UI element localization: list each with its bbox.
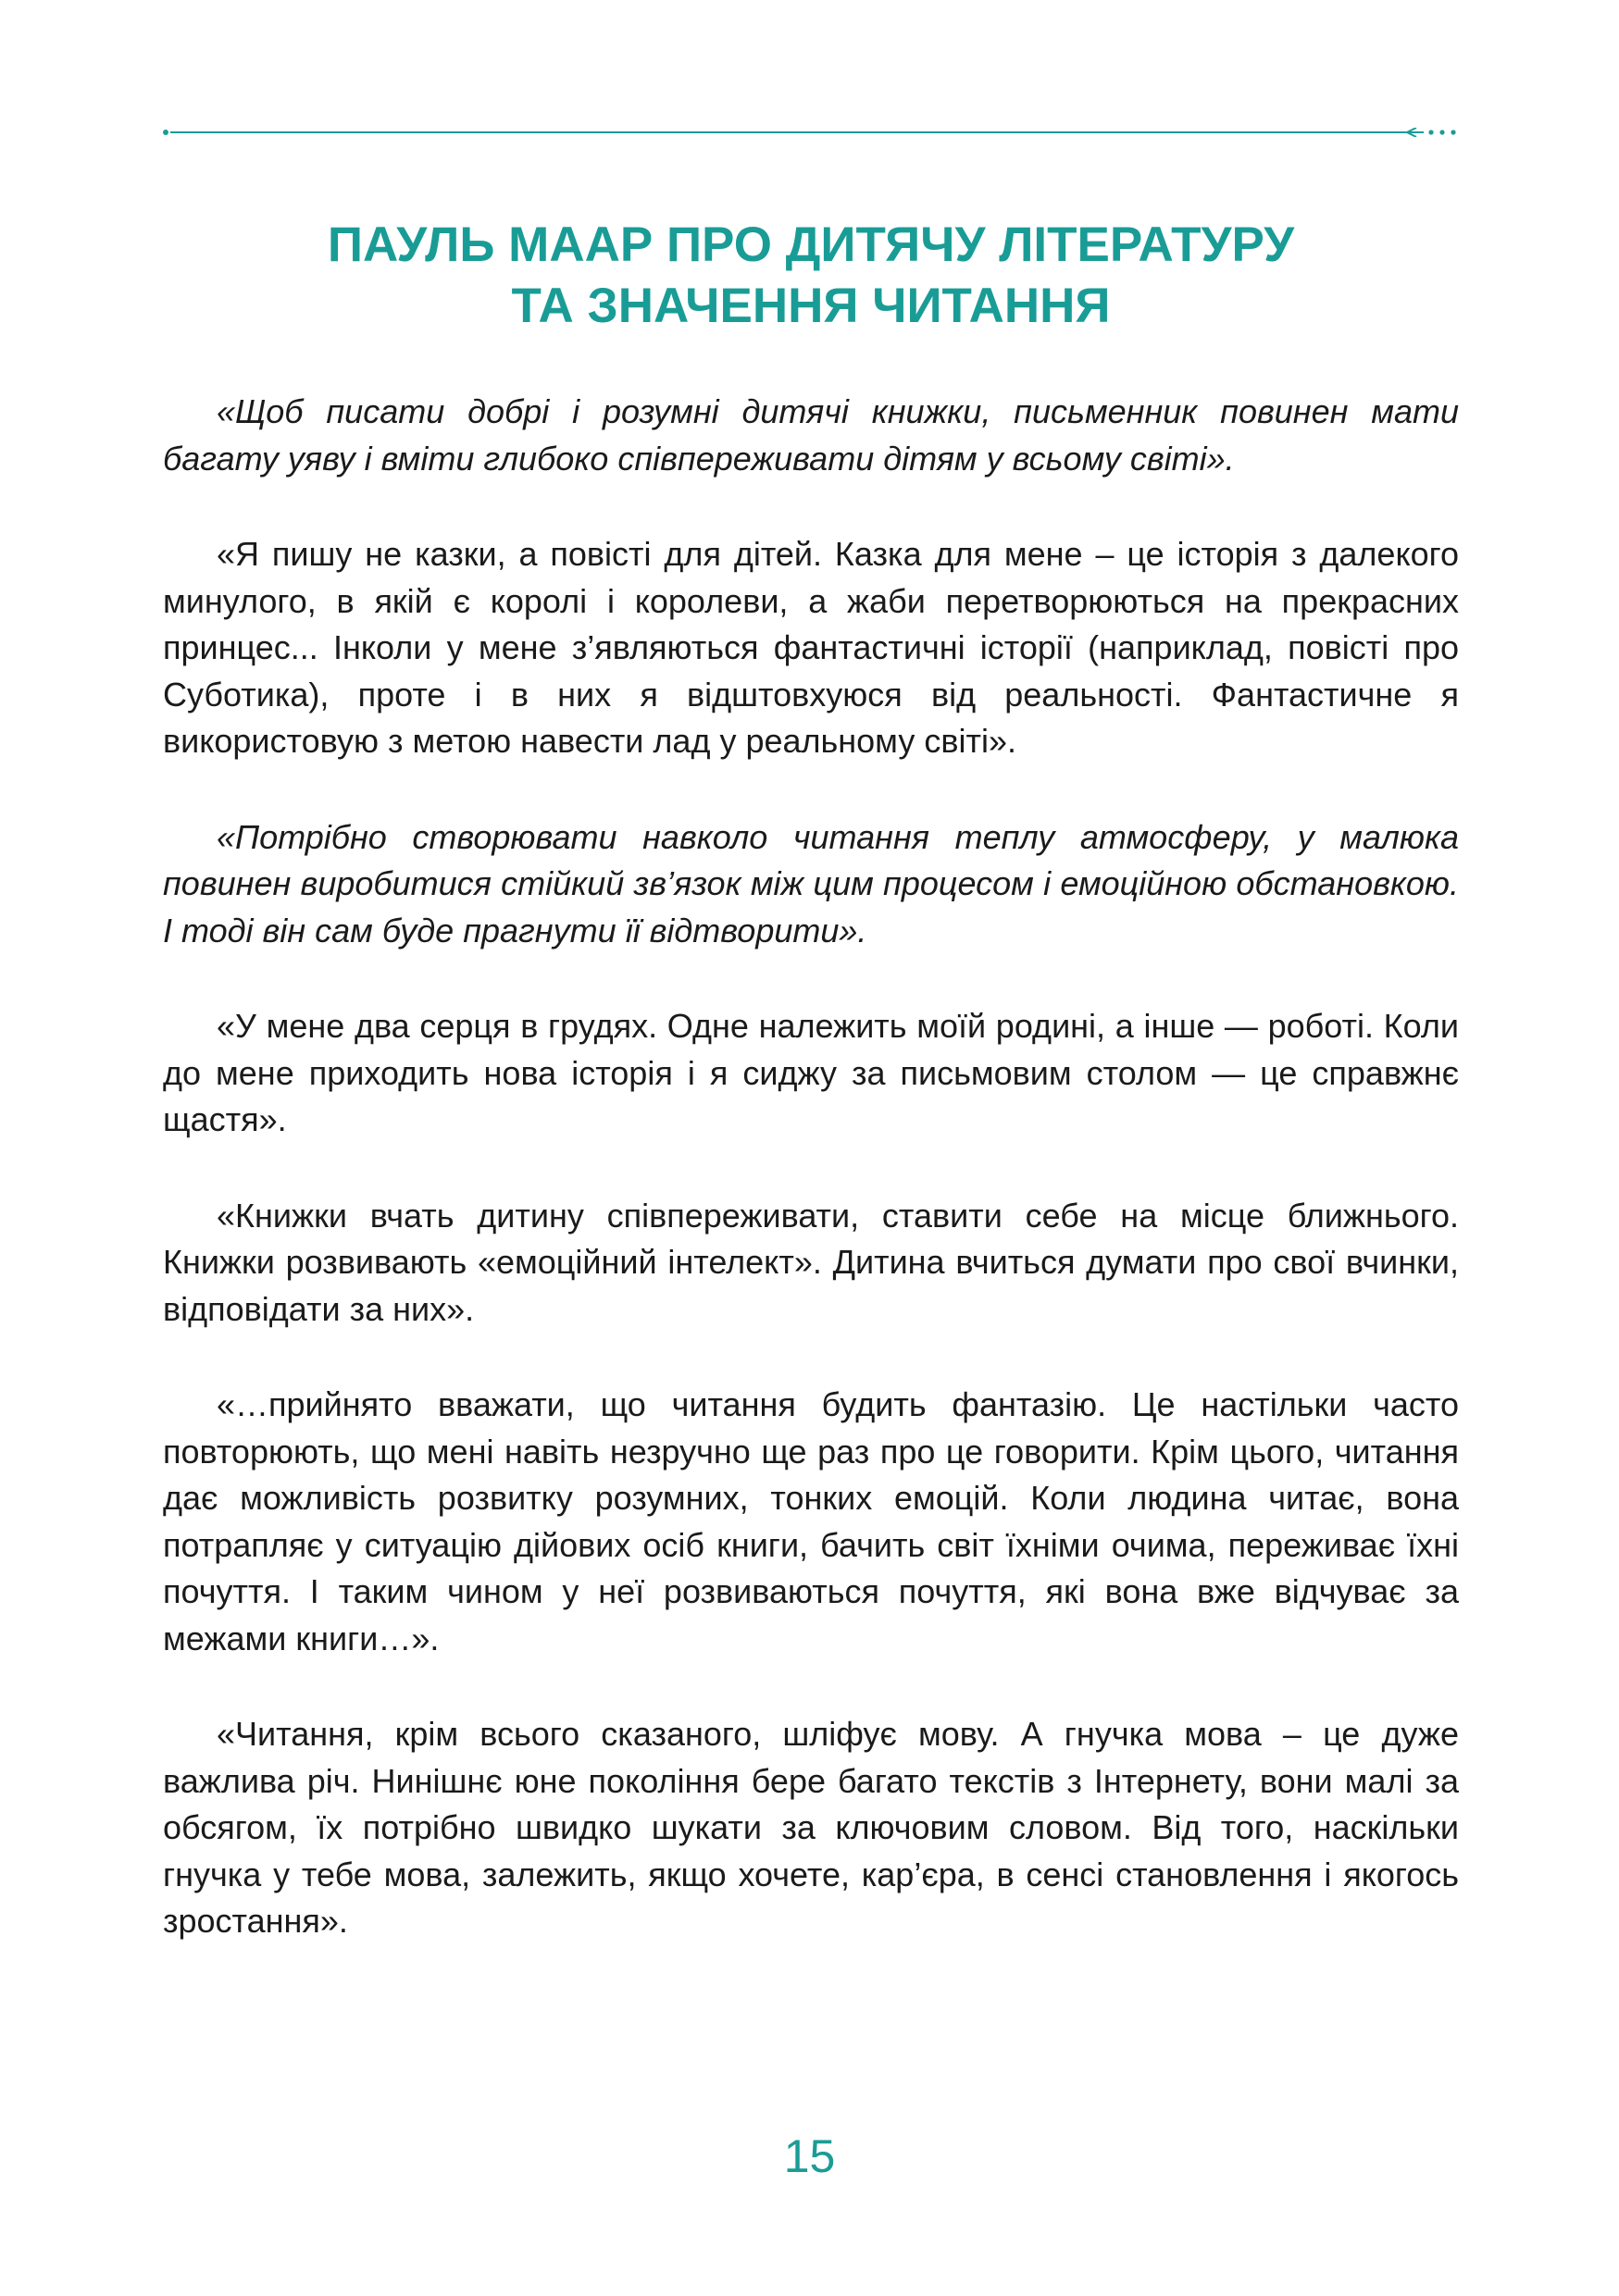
title-line-2: ТА ЗНАЧЕННЯ ЧИТАННЯ [511,279,1111,333]
quote-paragraph-2: «Я пишу не казки, а повісті для дітей. Казка для мене – це історія з далекого минулого, в якій є королі і королеви, а жаби перетворюються на прекрасних принцес... Інколи у мене з’являються фантастичні історії (наприклад, повісті про Суботика), проте і в них я відштовхуюся від реальності. Фантастичне я використовую з метою навести лад у реальному світі». [163,535,1459,760]
decorative-header-rule [163,128,1459,137]
quote-paragraph-5: «Книжки вчать дитину співпереживати, ставити себе на місце ближнього. Книжки розвивають «емоційний інтелект». Дитина вчиться думати про свої вчинки, відповідати за них». [163,1196,1459,1328]
quote-paragraph-7: «Читання, крім всього сказаного, шліфує мову. А гнучка мова – це дуже важлива річ. Нинішнє юне покоління бере багато текстів з Інтернету, вони малі за обсягом, їх потрібно швидко шукати за ключовим словом. Від того, наскільки гнучка у тебе мова, залежить, якщо хочете, кар’єра, в сенсі становлення і якогось зростання». [163,1715,1459,1940]
quote-paragraph-4: «У мене два серця в грудях. Одне належить моїй родині, а інше — роботі. Коли до мене приходить нова історія і я сиджу за письмовим столом — це справжнє щастя». [163,1007,1459,1138]
quote-paragraph-1: «Щоб писати добрі і розумні дитячі книжки, письменник повинен мати багату уяву і вміти глибоко співпереживати дітям у всьому світі». [163,392,1459,478]
quote-paragraph-3: «Потрібно створювати навколо читання теплу атмосферу, у малюка повинен виробитися стійкий зв’язок між цим процесом і емоційною обстановкою. І тоді він сам буде прагнути її відтворити». [163,817,1459,949]
title-line-1: ПАУЛЬ МААР ПРО ДИТЯЧУ ЛІТЕРАТУРУ [327,217,1295,272]
page-number: 15 [783,2130,836,2182]
quote-paragraph-6: «…прийнято вважати, що читання будить фантазію. Це настільки часто повторюють, що мені навіть незручно ще раз про це говорити. Крім цього, читання дає можливість розвитку розумних, тонких емоцій. Коли людина читає, вона потрапляє у ситуацію дійових осіб книги, бачить світ їхніми очима, переживає їхні почуття. І таким чином у неї розвиваються почуття, які вона вже відчуває за межами книги…». [163,1385,1459,1657]
page-title [163,215,1459,337]
quotes-body [163,389,1459,1994]
